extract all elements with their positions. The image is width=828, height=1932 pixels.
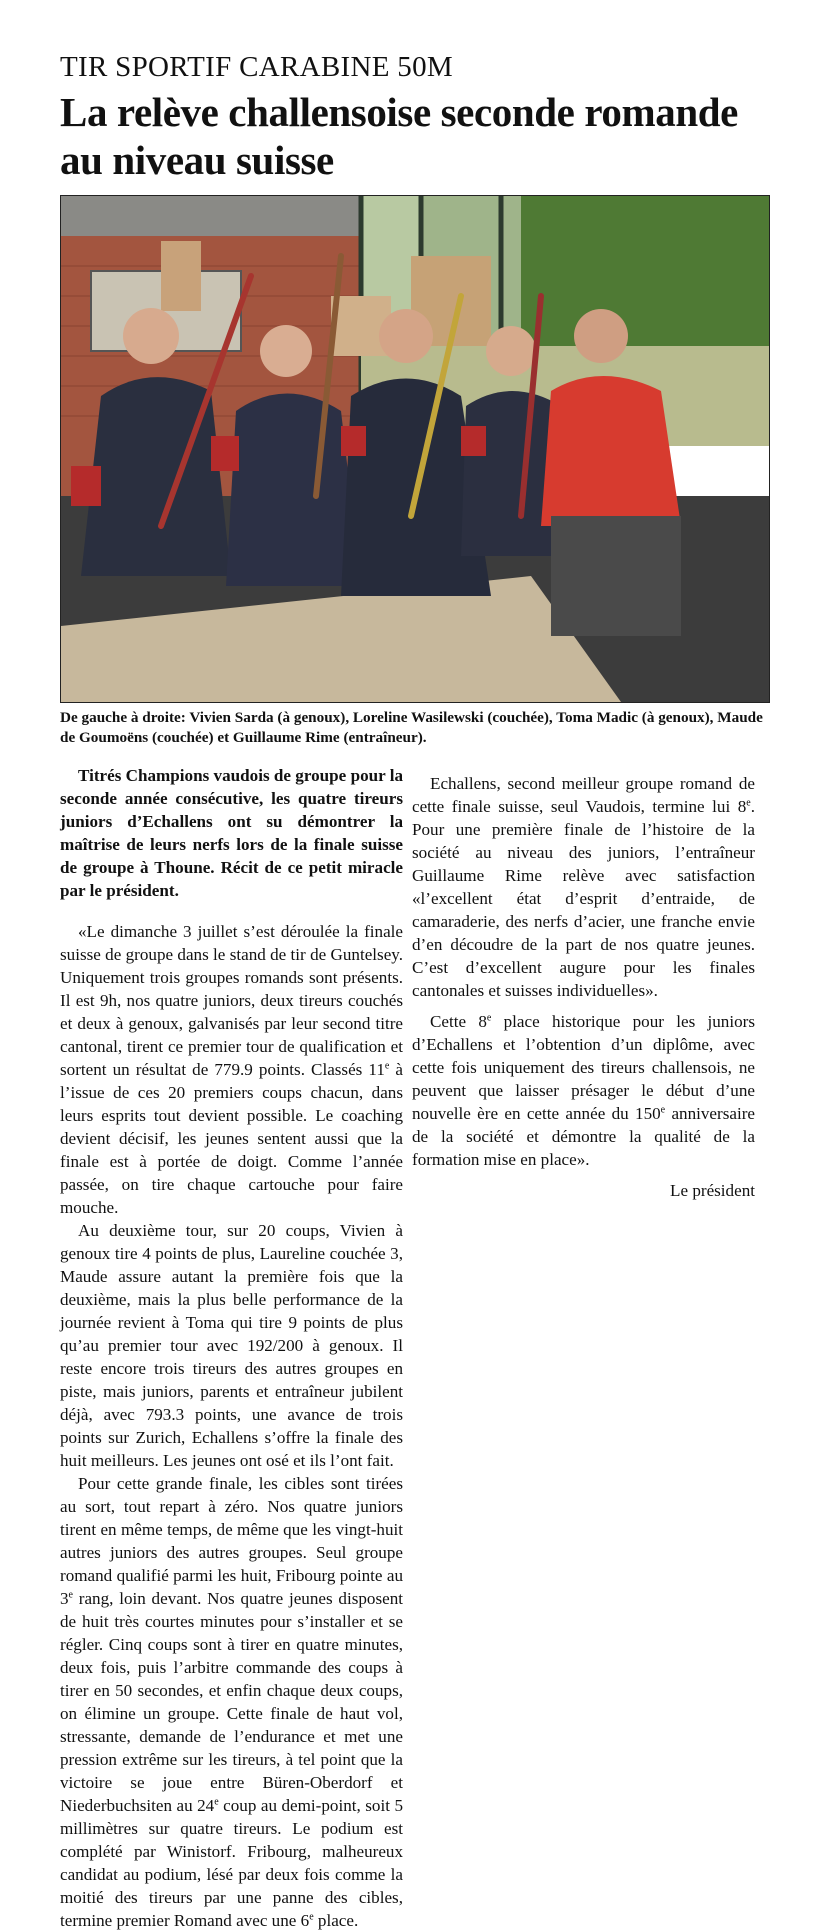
body-paragraph-4: Echallens, second meilleur groupe romand de cette finale suisse, seul Vaudois, termine lui 8e. Pour une première finale de l’histoire de la société au niveau des juniors, l’entraîneur Guillaume Rime relève avec satisfaction «l’excellent état d’esprit d’entraide, de camaraderie, des nerfs d’acier, une franche envie d’en découdre de la part de nos quatre jeunes. C’est d’excellent augure pour les finales cantonales et suisses individuelles».	[412, 774, 755, 1000]
lead-paragraph: Titrés Champions vaudois de groupe pour la seconde année consécutive, les quatre tireurs juniors d’Echallens ont su démontrer la maîtrise de leurs nerfs lors de la finale suisse de groupe à Thoune. Récit de ce petit miracle par le président.	[60, 766, 403, 900]
article-column-left	[60, 764, 403, 1932]
body-paragraph-2: Au deuxième tour, sur 20 coups, Vivien à genoux tire 4 points de plus, Laureline couchée 3, Maude assure autant la première fois que la deuxième, mais la plus belle performance de la journée revient à Toma qui tire 9 points de plus qu’au premier tour avec 192/200 à genoux. Il reste encore trois tireurs des autres groupes en piste, mais juniors, parents et entraîneur jubilent déjà, avec 793.3 points, une avance de trois points sur Zurich, Echallens s’offre la finale des huit meilleurs. Les jeunes ont osé et ils l’ont fait.	[60, 1221, 403, 1470]
body-paragraph-1: «Le dimanche 3 juillet s’est déroulée la finale suisse de groupe dans le stand de tir de Guntelsey. Uniquement trois groupes romands sont présents. Il est 9h, nos quatre juniors, deux tireurs couchés et deux à genoux, galvanisés par leur second titre cantonal, tirent ce premier tour de qualification et sortent un résultat de 779.9 points. Classés 11e à l’issue de ces 20 premiers coups chacun, dans leurs esprits tout devient possible. Le coaching devient décisif, les jeunes sentent aussi que la finale est à portée de doigt. Comme l’année passée, on tire chaque cartouche pour faire mouche.	[60, 922, 403, 1217]
team-photo	[60, 195, 770, 703]
body-paragraph-3: Pour cette grande finale, les cibles sont tirées au sort, tout repart à zéro. Nos quatre juniors tirent en même temps, de même que les vingt-huit autres juniors des autres groupes. Seul groupe romand qualifié parmi les huit, Fribourg pointe au 3e rang, loin devant. Nos quatre jeunes disposent de huit très courtes minutes pour s’installer et se régler. Cinq coups sont à tirer en quatre minutes, deux fois, puis l’arbitre commande des coups à tirer en 50 secondes, et enfin chaque deux coups, on élimine un groupe. Cette finale de haut vol, stressante, demande de l’endurance et met une pression extrême sur les tireurs, à tel point que la victoire se joue entre Büren-Oberdorf et Niederbuchsiten au 24e coup au demi-point, soit 5 millimètres sur quatre tireurs. Le podium est complété par Winistorf. Fribourg, malheureux candidat au podium, lésé par deux fois comme la moitié des tireurs par une panne des cibles, termine premier Romand avec une 6e place.	[60, 1474, 403, 1930]
body-paragraph-5: Cette 8e place historique pour les juniors d’Echallens et l’obtention d’un diplôme, avec cette fois uniquement des tireurs challensois, ne peuvent que laisser présager le début d’une nouvelle ère en cette année du 150e anniversaire de la société et démontre la qualité de la formation mise en place».	[412, 1012, 755, 1169]
article-column-right	[412, 764, 755, 1202]
headline: La relève challensoise seconde romande au niveau suisse	[60, 89, 738, 183]
photo-caption: De gauche à droite: Vivien Sarda (à genoux), Loreline Wasilewski (couchée), Toma Madic (à genoux), Maude de Goumoëns (couchée) et Guillaume Rime (entraîneur).	[60, 709, 763, 746]
kicker: TIR SPORTIF CARABINE 50M	[60, 51, 453, 83]
signature: Le président	[670, 1181, 755, 1200]
